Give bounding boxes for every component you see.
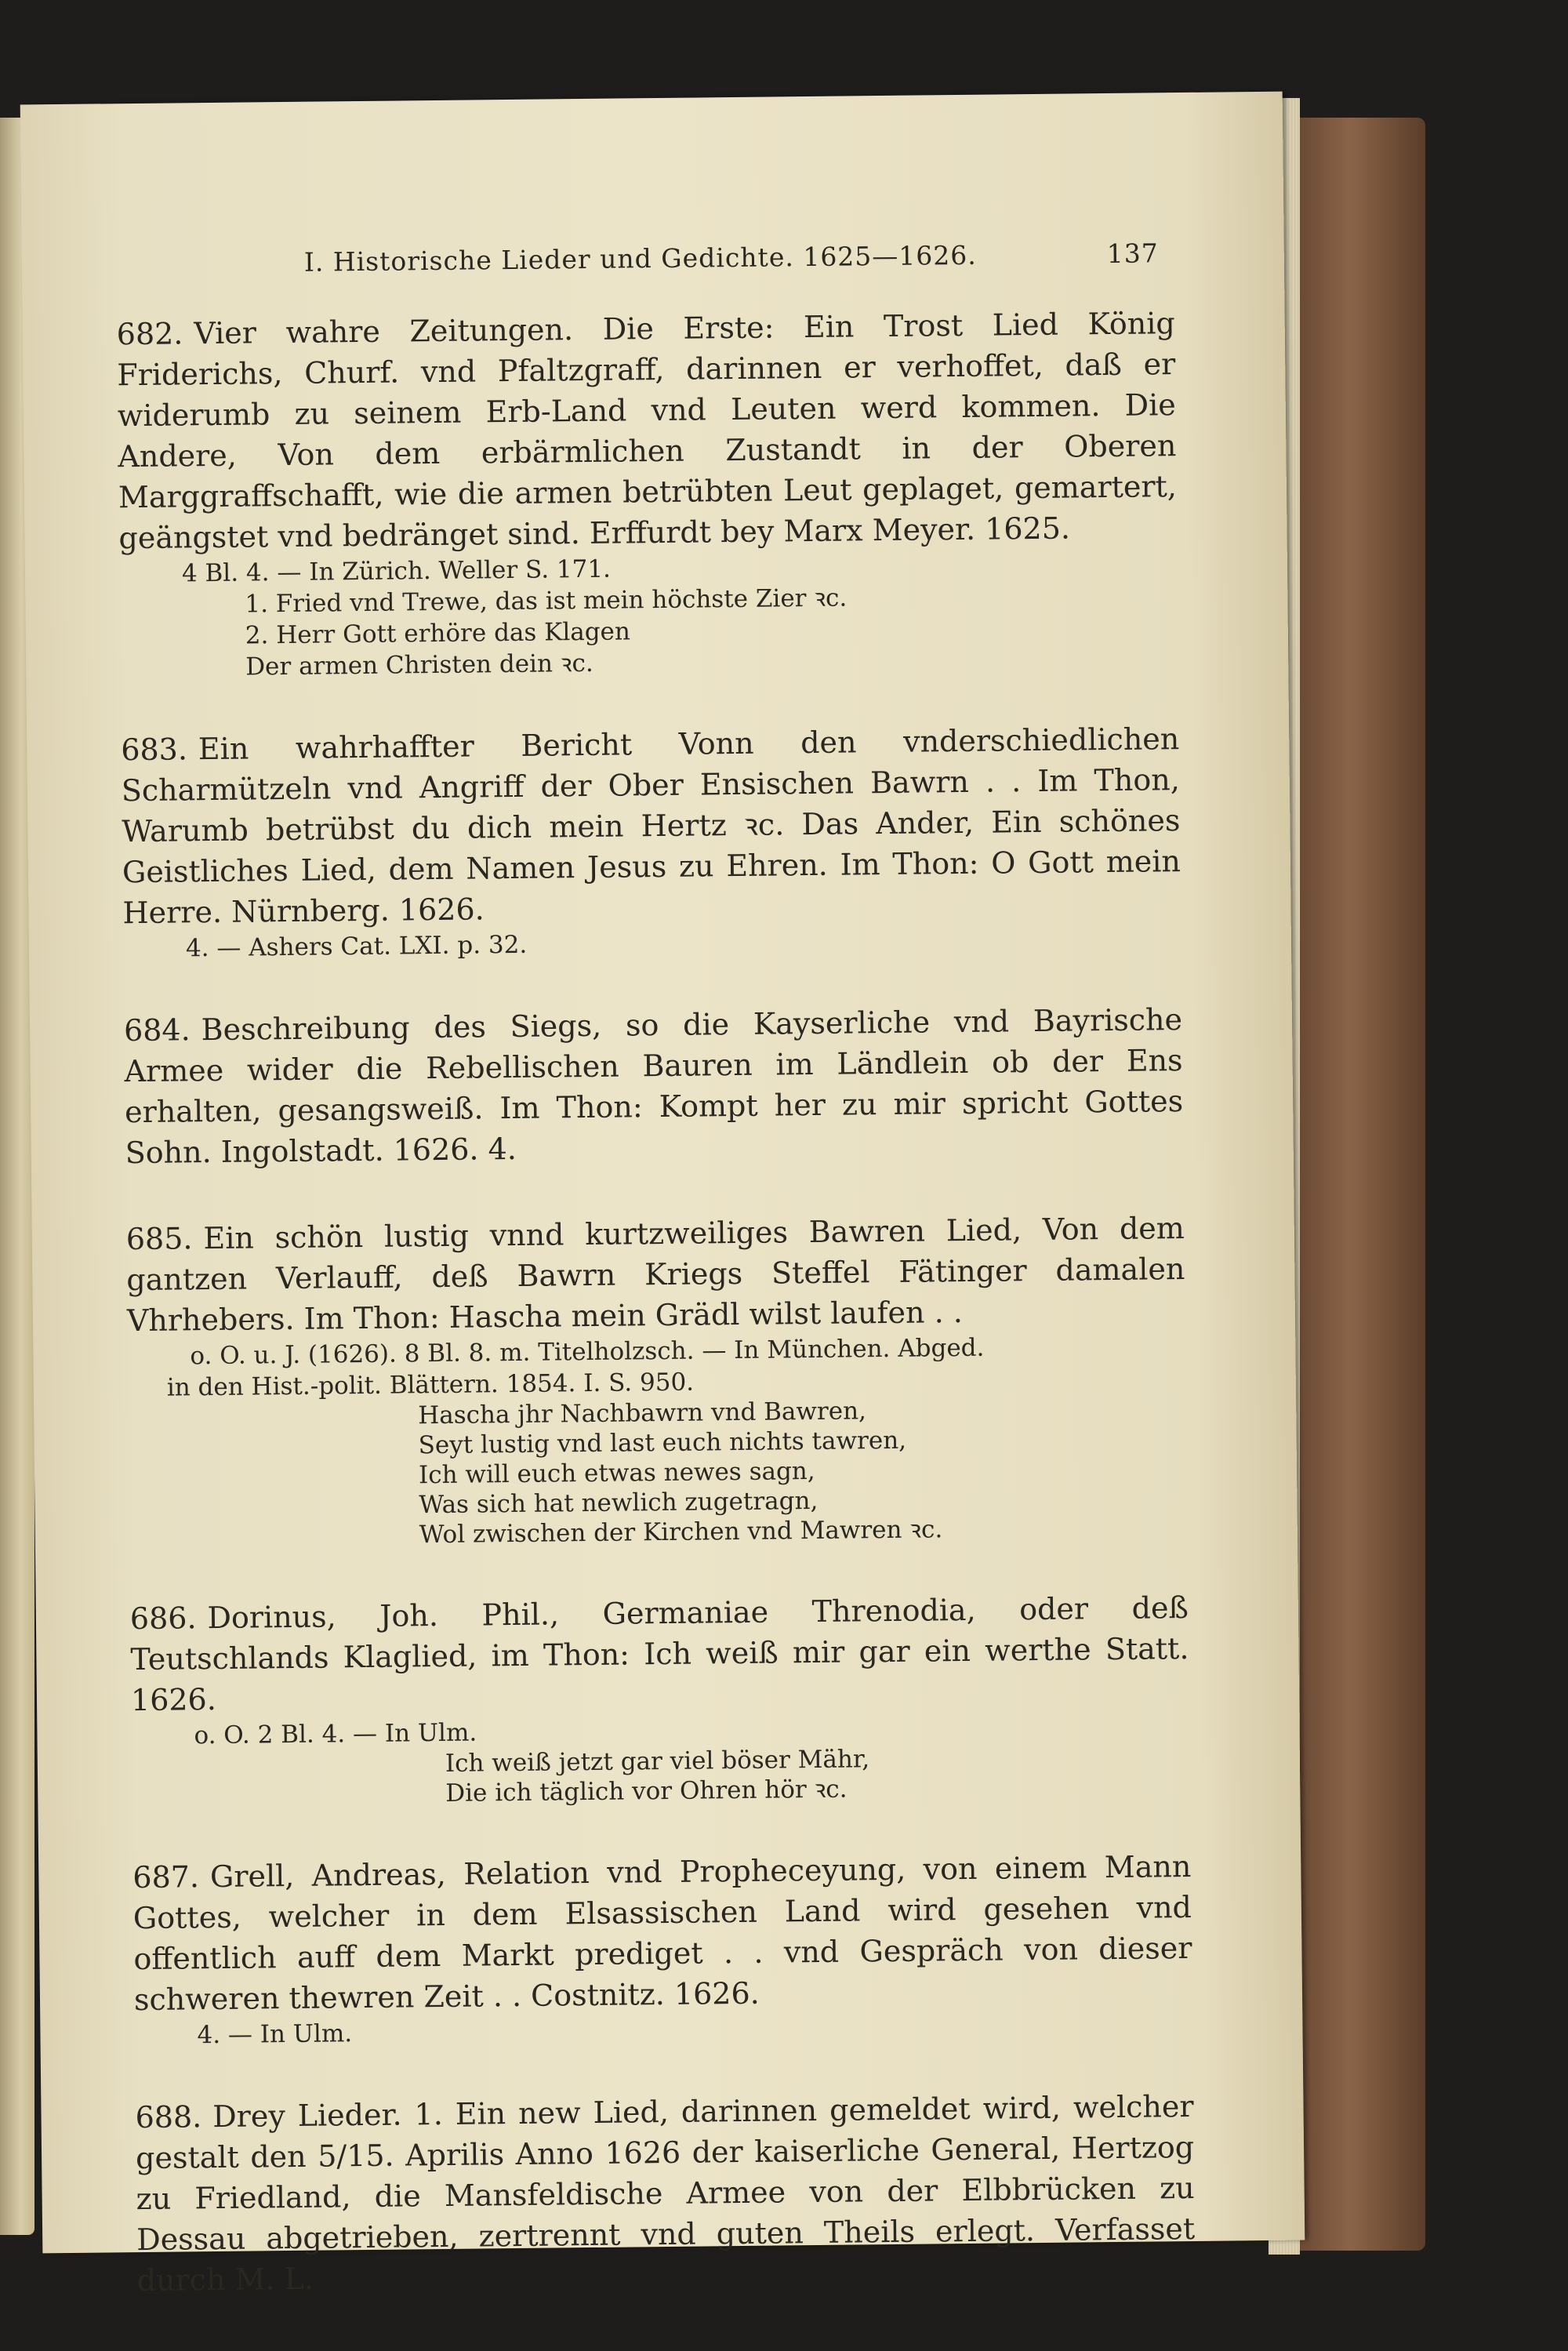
verse-line: Wol zwischen der Kirchen vnd Mawren ꝛc. bbox=[419, 1515, 943, 1550]
book-page bbox=[20, 92, 1305, 2298]
bibliographic-note: in den Hist.-polit. Blättern. 1854. I. S. 950. bbox=[166, 1368, 695, 1402]
entry-body: Ein wahrhaffter Bericht Vonn den vnderschiedlichen Scharmützeln vnd Angriff der Ober Ensischen Bawrn . . Im Thon, Warumb betrübst du dich mein Hertz ꝛc. Das Ander, Ein schönes Geistliches Lied, dem Namen Jesus zu Ehren. Im Thon: O Gott mein Herre. Nürnberg. 1626. bbox=[121, 721, 1181, 931]
entry-text bbox=[135, 2086, 1196, 2301]
entry-text bbox=[121, 718, 1181, 933]
entry-number: 682. bbox=[116, 316, 183, 352]
entry-body: Beschreibung des Siegs, so die Kayserliche vnd Bayrische Armee wider die Rebellischen Bauren im Ländlein ob der Ens erhalten, gesangsweiß. Im Thon: Kompt her zu mir spricht Gottes Sohn. Ingolstadt. 1626. 4. bbox=[124, 1002, 1184, 1171]
bibliographic-note: 4. — In Ulm. bbox=[197, 2019, 353, 2050]
incipit-line: 2. Herr Gott erhöre das Klagen bbox=[245, 617, 631, 650]
entry-text bbox=[124, 999, 1184, 1173]
entry-text bbox=[116, 303, 1177, 558]
entry-text bbox=[126, 1208, 1186, 1341]
verse-line: Ich weiß jetzt gar viel böser Mähr, bbox=[445, 1745, 870, 1778]
entry-688 bbox=[135, 2086, 1196, 2301]
entry-number: 687. bbox=[132, 1859, 200, 1895]
entry-body: Vier wahre Zeitungen. Die Erste: Ein Trost Lied König Friderichs, Churf. vnd Pfaltzgraff, darinnen er verhoffet, daß er widerumb zu seinem Erb-Land vnd Leuten werd kommen. Die Andere, Von dem erbärmlichen Zustandt in der Oberen Marggraffschafft, wie die armen betrübten Leut geplaget, gemartert, geängstet vnd bedränget sind. Erffurdt bey Marx Meyer. 1625. bbox=[117, 306, 1178, 556]
entry-number: 688. bbox=[135, 2099, 202, 2135]
verse-line: Seyt lustig vnd last euch nichts tawren, bbox=[418, 1426, 907, 1460]
verse-line: Was sich hat newlich zugetragn, bbox=[419, 1486, 818, 1520]
incipit-line: 1. Fried vnd Trewe, das ist mein höchste Zier ꝛc. bbox=[245, 583, 848, 619]
book-cover bbox=[1300, 118, 1425, 2251]
entry-682 bbox=[116, 303, 1178, 684]
verse-line: Ich will euch etwas newes sagn, bbox=[418, 1456, 815, 1490]
entry-686 bbox=[130, 1587, 1191, 1811]
entry-683 bbox=[121, 718, 1181, 965]
bibliographic-note: o. O. 2 Bl. 4. — In Ulm. bbox=[194, 1718, 477, 1750]
entry-number: 683. bbox=[121, 732, 188, 768]
entry-list bbox=[116, 303, 1196, 2346]
verse-line: Die ich täglich vor Ohren hör ꝛc. bbox=[445, 1775, 848, 1808]
bibliographic-note: 4. — Ashers Cat. LXI. p. 32. bbox=[185, 930, 528, 963]
entry-number: 685. bbox=[125, 1221, 193, 1257]
entry-685 bbox=[126, 1208, 1188, 1553]
bibliographic-note: o. O. u. J. (1626). 8 Bl. 8. m. Titelholzsch. — In München. Abged. bbox=[190, 1333, 985, 1371]
entry-text bbox=[132, 1846, 1192, 2020]
incipit-line: Der armen Christen dein ꝛc. bbox=[245, 649, 593, 681]
entry-684 bbox=[124, 999, 1184, 1173]
entry-text bbox=[130, 1587, 1190, 1721]
page-number: 137 bbox=[1106, 238, 1159, 269]
entry-body: Grell, Andreas, Relation vnd Propheceyung, von einem Mann Gottes, welcher in dem Elsassischen Land wird gesehen vnd offentlich auff dem Markt prediget . . vnd Gespräch von dieser schweren thewren Zeit . . Costnitz. 1626. bbox=[132, 1848, 1192, 2018]
entry-number: 684. bbox=[123, 1012, 191, 1048]
entry-687 bbox=[132, 1846, 1193, 2051]
running-header bbox=[304, 238, 1159, 277]
entry-body: Drey Lieder. 1. Ein new Lied, darinnen gemeldet wird, welcher gestalt den 5/15. Aprilis Anno 1626 der kaiserliche General, Hertzog zu Friedland, die Mansfeldische Armee von der Elbbrücken zu Dessau abgetrieben, zertrennt vnd guten Theils erlegt. Verfasset durch M. L. bbox=[135, 2088, 1196, 2298]
verse-line: Hascha jhr Nachbawrn vnd Bawren, bbox=[418, 1397, 867, 1430]
entry-number: 686. bbox=[129, 1601, 197, 1637]
entry-body: Dorinus, Joh. Phil., Germaniae Threnodia, oder deß Teutschlands Klaglied, im Thon: Ich weiß mir gar ein werthe Statt. 1626. bbox=[130, 1590, 1189, 1718]
running-title: I. Historische Lieder und Gedichte. 1625—1626. bbox=[303, 239, 977, 278]
bibliographic-note: 4 Bl. 4. — In Zürich. Weller S. 171. bbox=[181, 554, 612, 588]
entry-body: Ein schön lustig vnnd kurtzweiliges Bawren Lied, Von dem gantzen Verlauff, deß Bawrn Kriegs Steffel Fätinger damalen Vhrhebers. Im Thon: Hascha mein Grädl wilst laufen . . bbox=[126, 1211, 1185, 1339]
